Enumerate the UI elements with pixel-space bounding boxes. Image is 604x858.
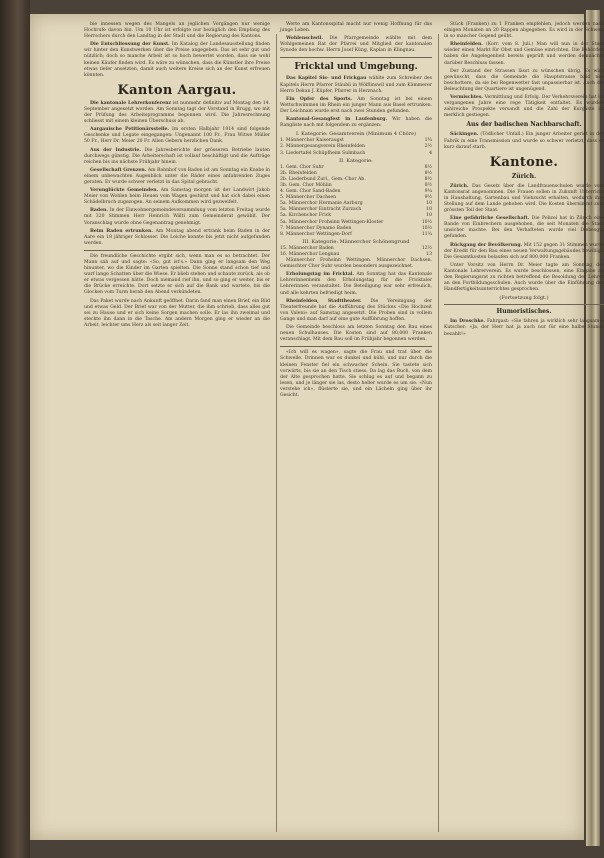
- article-title: Aargauische Petitionärsstelle.: [90, 127, 170, 133]
- article: [280, 272, 432, 296]
- ranking-row: [280, 151, 432, 157]
- article-text: (Tödlicher Unfall.) Ein junger Arbeiter geriet in der Fabrik in eine Transmission und wurde so schwer verletzt, dass er kurz darauf starb.: [444, 132, 604, 150]
- ranking-choir: 8. Männerchor Wettingen-Dorf: [280, 231, 352, 237]
- article: [280, 76, 432, 94]
- divider: [280, 57, 432, 58]
- article-text: bie innessen wegen des Mangels an jeglichen Vorgängen nur wenige Hochrufe davon hin. Um 10 Uhr ist erfolgte nur bezüglich den Empfang des Herrschers durch den Landtag in der Stadt und die Regierung des Kantons.: [84, 22, 270, 40]
- article: [444, 95, 604, 119]
- article: [84, 148, 270, 166]
- column-divider: [438, 34, 439, 832]
- ranking-choir: 5a. Kirchenchor Frick: [280, 213, 332, 219]
- ranking-score: 10½: [421, 219, 432, 225]
- section-heading-fricktal: Fricktal und Umgebung.: [294, 62, 418, 73]
- article: [444, 319, 604, 337]
- article-title: Ein Opfer des Sports.: [286, 96, 353, 102]
- article-text: Das Gesetz über die Landfrauenschulen wurde vom Kantonsrat angenommen. Die Frauen sollen in Zukunft Unterricht in Haushaltung, Gartenbau und Viehzucht erhalten, wodurch ihre Stellung auf dem Lande gehoben wird. Die Kosten übernimmt zum grössten Teil der Staat.: [444, 183, 604, 214]
- ranking-choir: 15. Männerchor Baden: [280, 245, 334, 251]
- article: [280, 97, 432, 115]
- article: [84, 168, 270, 186]
- divider: [84, 250, 270, 251]
- article-text: (Korr. vom 8. Juli.) Man will nun in der Stadt wieder einen Markt für Obst und Gemüse einrichten. Die Behörden haben die Angelegenheit bereits geprüft und werden demnächst darüber Beschluss fassen.: [444, 42, 604, 66]
- ranking-score: 10: [426, 201, 432, 207]
- article: [84, 42, 270, 79]
- article: [444, 42, 604, 66]
- article-title: Das Kapitel Sis- und Frickgau: [286, 76, 367, 82]
- article: [84, 208, 270, 226]
- ranking-choir: 1. Gem. Chor Suhr: [280, 164, 324, 170]
- article: [84, 127, 270, 145]
- column-divider: [276, 34, 277, 832]
- subsection-heading: Aus der badischen Nachbarschaft.: [466, 121, 582, 129]
- ranking-choir: 2b. Liederbund Zurl., Gem.-Chor Ab.: [280, 176, 366, 182]
- article: [444, 132, 604, 150]
- article-text: Werte am Kantonsspital macht nur wenig Hoffnung für das junge Leben.: [280, 22, 432, 34]
- article: [280, 117, 432, 129]
- article-title: Die Entschliessung der Kunst.: [90, 42, 170, 48]
- ranking-table: [280, 138, 432, 156]
- continuation-note: (Fortsetzung folgt.): [499, 295, 549, 302]
- article-text: Der Zustand der Strassen lässt zu wünschen übrig. Es wird gewünscht, dass die Gemeinde die Hauptstrasse bald neu beschottere, da sie bei Regenwetter fast unpassierbar ist. Auch die Beleuchtung der Quartiere ist ungenügend.: [444, 68, 604, 92]
- article-text: wählte zum Schreiber des Kapitels Herrn Pfarrer Stäubli in Wölflinswil und zum Kämmerer Herrn Dekan J. Küpfer, Pfarrer in Herznach.: [280, 76, 432, 94]
- article-title: Rheinfelden, Stadttheater.: [286, 298, 362, 304]
- article-text: Unter Vorsitz von Herrn Dr. Meier tagte am Sonntag der Kantonale Lehrerverein. Es wurde beschlossen, eine Eingabe an den Regierungsrat zu richten betreffend die Besoldung der Lehrer an den Fortbildungsschulen. Auch wurde über die Einführung des Handfertigkeitsunterrichtes gesprochen.: [444, 262, 604, 293]
- article-text: Männerchor Frohsinn Wettingen. Männerchor Dachsen. Gemischter Chor Suhr wurden besonders ausgezeichnet.: [280, 258, 432, 270]
- article: [280, 36, 432, 54]
- article-title: Baden.: [90, 208, 108, 214]
- article: [84, 188, 270, 206]
- ranking-row: [280, 232, 432, 238]
- section-subheading-zurich: Zürich.: [511, 172, 537, 180]
- divider: [444, 304, 604, 305]
- article-title: Erholungstag im Fricktal.: [286, 272, 355, 278]
- article-text: Vermittlung und Erfolg. Der Verkehrsverein hat im vergangenen Jahre eine rege Tätigkeit entfaltet. Es wurden zahlreiche Prospekte versandt und die Zahl der Kurgäste ist merklich gestiegen.: [444, 95, 604, 119]
- article-title: Kantonal-Gesangfest in Laufenburg.: [286, 117, 388, 123]
- ranking-score: 8½: [424, 170, 432, 176]
- article: [84, 229, 270, 247]
- article-title: Säckingen.: [450, 132, 479, 138]
- article-title: Gesellschaft Grenzen.: [90, 167, 147, 173]
- article: [444, 184, 604, 214]
- ranking-choir: 3b. Gem. Chor Möhlin: [280, 182, 332, 188]
- article-text: In der Einwohnergemeindeversammlung vom letzten Freitag wurde mit 320 Stimmen Herr Heinrich Wälti zum Gemeinderat gewählt. Der Voranschlag wurde ohne Gegenantrag genehmigt.: [84, 208, 270, 226]
- ranking-choir: 3. Liedertafel Schüpfheim Sulmbach: [280, 150, 366, 156]
- column-right: [444, 22, 604, 832]
- article-title: Verunglückte Gemeinden.: [90, 188, 159, 194]
- ranking-score: 8½: [424, 164, 432, 170]
- section-heading-kantone: Kantone.: [489, 154, 559, 170]
- article-title: Im Droschke.: [450, 319, 486, 325]
- ranking-score: 12½: [421, 245, 432, 251]
- ranking-choir: 5a. Männerchor Hermanie Aarburg: [280, 201, 363, 207]
- article-title: Vermischtes.: [450, 95, 484, 101]
- ranking-score: 11¼: [421, 231, 432, 237]
- ranking-choir: 2. Männergesangverein Rheinfelden: [280, 144, 365, 150]
- article-text: Die Jahresberichte der grösseren Betriebe lauten durchwegs günstig. Die Arbeiterschaft ist vollauf beschäftigt und die Aufträge reichen bis ins nächste Frühjahr hinein.: [84, 147, 271, 165]
- ranking-score: 8½: [424, 182, 432, 188]
- article: [444, 216, 604, 240]
- article-text: Die Pfarrgemeinde wählte mit dem Wohlgemeinen Rat der Pfarrei und Mitglied der kantonalen Synode den hochw. Herrn Josef Küng, Kaplan in Klingnau.: [280, 36, 432, 54]
- ranking-choir: 16. Männerchor Lengnau: [280, 252, 340, 257]
- ranking-choir: 4. Gem. Chor Sand-Baden: [280, 189, 341, 195]
- ranking-choir: 5a. Männerchor Eintracht Zurzach: [280, 207, 362, 213]
- column-left: [84, 22, 270, 832]
- ranking-score: 2½: [424, 144, 432, 150]
- ranking-score: 10: [426, 207, 432, 213]
- ranking-category: I. Kategorie: Gesamtverein (Minimum 4 Chöre): [296, 131, 416, 138]
- article-text: Am Sonntag hat das Kantonale Lehrerinnenheim den Erholungstag für die Fricktaler Lehrerinnen veranstaltet. Die Beteiligung war sehr erfreulich, und alle kehrten befriedigt heim.: [280, 272, 432, 296]
- article: [84, 101, 270, 125]
- ranking-score: 4: [429, 150, 432, 156]
- ranking-score: 9¼: [424, 189, 432, 195]
- ranking-score: 10½: [421, 225, 432, 231]
- article-text: Am Montag abend ertrank beim Baden in der Aare ein 18 jähriger Schlosser. Die Leiche konnte bis jetzt nicht aufgefunden werden.: [84, 228, 270, 246]
- article-title: Die kantonale Lehrerkonferenz: [90, 100, 172, 106]
- ranking-category: III. Kategorie: Männerchor Schönengrund: [302, 238, 410, 245]
- article-text: Mit 152 gegen 31 Stimmen wurde der Kredit für den Bau eines neuen Verwaltungsgebäudes bewilligt. Die Gesamtkosten belaufen sich auf 800,000 Franken.: [444, 242, 604, 260]
- article-title: Eine gefährliche Gesellschaft.: [450, 216, 530, 222]
- article-text: Im Katalog der Landesausstellung finden wir hinter den Kunstwerken über die Preise angegeben. Das ist sehr gut und nützlich; doch so manche Arbeit ist so hoch bewertet worden, dass sie wohl keinen Käufer finden wird. Es wäre zu wünschen, dass die Künstler ihre Preise etwas tiefer ansetzten, damit auch weitere Kreise sich an der Kunst erfreuen könnten.: [84, 42, 270, 78]
- ranking-table: [280, 246, 432, 258]
- ranking-choir: 5a. Männerchor Frohsinn Wettingen-Kloster: [280, 219, 384, 225]
- ranking-score: 1¾: [424, 138, 432, 144]
- section-heading-aargau: Kanton Aargau.: [117, 82, 237, 98]
- ranking-table: [280, 165, 432, 238]
- column-middle: [280, 22, 432, 832]
- article-title: Rheinfelden.: [450, 42, 483, 48]
- article-text: Wir haben die Rangliste nach mit folgendem zu ergänzen:: [280, 117, 432, 129]
- article-text: Die Vereinigung der Theaterfreunde hat die Aufführung des Stückes «Die Hochzeit von Valeni» auf Samstag angesetzt. Die Proben sind in vollem Gange und man darf auf eine gute Aufführung hoffen.: [280, 298, 432, 322]
- article-title: Aus der Industrie.: [90, 147, 141, 153]
- ranking-score: 10: [426, 213, 432, 219]
- book-binding: [0, 0, 30, 858]
- article-text: Am Sonntag ist bei einem Wettschwimmen im Rhein ein junger Mann aus Basel ertrunken. Der Leichnam wurde erst nach zwei Stunden gefunden.: [280, 96, 432, 114]
- article-title: Wohlenschwil.: [286, 36, 323, 42]
- article-title: Beim Baden ertrunken.: [90, 228, 153, 234]
- story-text: Die freundliche Geschichte ergibt sich, wenn man es so betrachtet. Der Mann sah auf und sagte: «So, gut ist's.» Dann ging er langsam den Weg hinunter, wo die Kinder im Garten spielten. Die Sonne stand schon tief und warf lange Schatten über die Wiese. Er blieb stehen und schaute zurück, als ob er etwas vergessen hätte. Doch niemand rief ihn, und so ging er weiter, bis er die Brücke erreichte. Dort setzte er sich auf die Bank und wartete, bis die Glocken vom Turm herab den Abend verkündeten.: [84, 253, 270, 296]
- subsection-heading-humor: Humoristisches.: [496, 308, 552, 316]
- story-text: Das Paket wurde nach Ankunft geöffnet. Darin fand man einen Brief, ein Bild und etwas Geld. Der Brief war von der Mutter, die ihm schrieb, dass alles gut sei zu Hause und er sich keine Sorgen machen solle. Er las ihn zweimal und steckte ihn dann in die Tasche. Am andern Morgen ging er wieder an die Arbeit, leichter ums Herz als seit langer Zeit.: [84, 298, 270, 328]
- divider: [280, 346, 432, 347]
- article-text: Im ersten Halbjahr 1914 sind folgende Geschenke und Legate eingegangen: Ungenannt 100 Fr., Frau Witwe Müller 50 Fr., Herr Dr. Meier 20 Fr. Allen Gebern herzlichen Dank.: [84, 127, 270, 145]
- article-text: Am Samstag morgen ist der Landwirt Jakob Meier von Wohlen beim Heuen vom Wagen gestürzt und hat sich dabei einen Schädelbruch zugezogen. An seinem Aufkommen wird gezweifelt.: [84, 188, 270, 206]
- article: [280, 299, 432, 323]
- article-text: Am Bahnhof von Baden ist am Sonntag ein Knabe in einem unbewachten Augenblick unter die Räder eines anfahrenden Zuges geraten. Er wurde schwer verletzt in das Spital gebracht.: [84, 167, 270, 185]
- ranking-choir: 7. Männerchor Dynamo Baden: [280, 225, 352, 231]
- ranking-score: 9½: [424, 195, 432, 201]
- article-title: Rückgang der Bevölkerung.: [450, 242, 523, 248]
- story-text: «Ich will es wagen», sagte die Frau und trat über die Schwelle. Drinnen war es dunkel und kühl, und nur durch die kleinen Fenster fiel ein schwacher Schein. Sie tastete sich vorwärts, bis sie an den Tisch stiess. Da lag das Buch, von dem der Alte gesprochen hatte. Sie schlug es auf und begann zu lesen, und je länger sie las, desto heller wurde es um sie. «Nun verstehe ich», flüsterte sie, und ein Lächeln ging über ihr Gesicht.: [280, 350, 432, 398]
- ranking-choir: 1. Männerchor Kaiseraugst: [280, 138, 344, 144]
- newspaper-page: [30, 14, 604, 840]
- article-text: Die Gemeinde beschloss am letzten Sonntag den Bau eines neuen Schulhauses. Die Kosten sind auf 80,000 Franken veranschlagt. Mit dem Bau soll im Frühjahr begonnen werden.: [280, 325, 432, 343]
- article: [444, 243, 604, 261]
- article-text: ist nunmehr definitiv auf Montag den 14. September angesetzt worden. Am Sonntag tagt der Vorstand in Brugg, wo mit der Prüfung des Arbeitsprogramms begonnen wird. Die Jahresrechnung schliesst mit einem kleinen Überschuss ab.: [84, 100, 271, 125]
- ranking-score: 13: [426, 252, 432, 257]
- article-text: Stück (Franken) zu 1 Franken empfehlen, jedoch werden nach einigen Monaten an 20 Rappen abgegeben. Es wird in der Schweiz in so mancher Gegend geübt.: [444, 22, 604, 40]
- article-title: Zürich.: [450, 183, 469, 189]
- ranking-choir: 2b. Rheinfelden: [280, 170, 317, 176]
- ranking-score: 8½: [424, 176, 432, 182]
- article-text: Fahrgast: «Sie fahren ja wirklich sehr langsam!» Kutscher: «Ja, der Herr hat ja auch nur für eine halbe Stunde bezahlt!»: [444, 319, 604, 337]
- ranking-choir: 5. Männerchor Dachsen: [280, 195, 337, 201]
- article-text: Die Polizei hat in Zürich eine Bande von Einbrechern ausgehoben, die seit Monaten die Stadt unsicher machte. Bei den Verhafteten wurde viel Diebesgut gefunden.: [444, 216, 604, 240]
- ranking-category: II. Kategorie:: [339, 157, 373, 164]
